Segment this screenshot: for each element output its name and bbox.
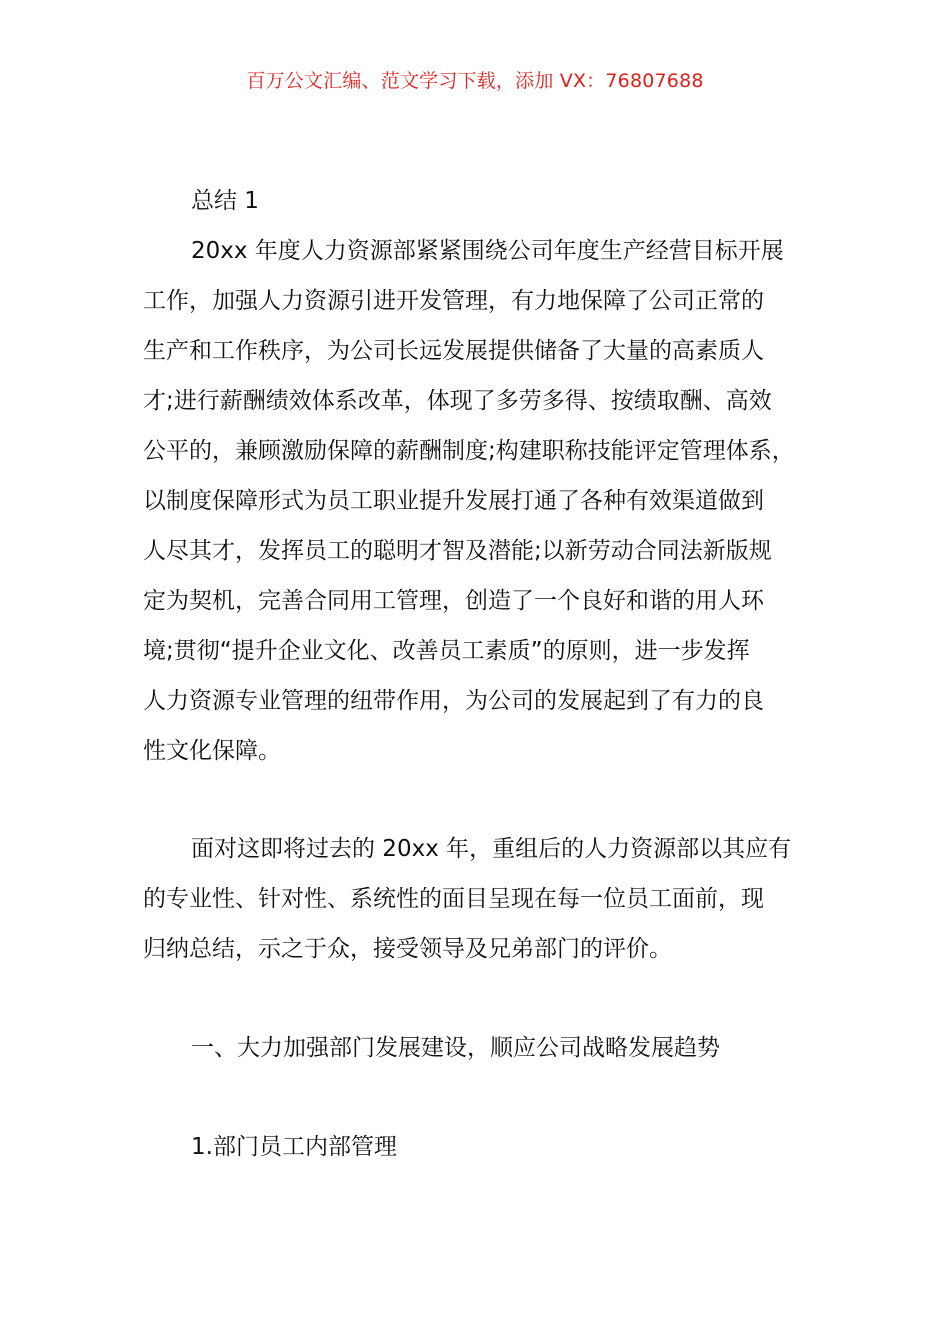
subsection-heading-block	[143, 1122, 843, 1172]
paragraph-1-line: 才;进行薪酬绩效体系改革，体现了多劳多得、按绩取酬、高效	[143, 388, 772, 414]
watermark-header: 百万公文汇编、范文学习下载，添加 VX：76807688	[246, 70, 704, 92]
paragraph-1-line: 人尽其才，发挥员工的聪明才智及潜能;以新劳动合同法新版规	[143, 538, 772, 564]
paragraph-2	[143, 824, 843, 974]
section-heading-block	[143, 1023, 843, 1073]
paragraph-1	[143, 226, 843, 776]
paragraph-1-line: 20xx 年度人力资源部紧紧围绕公司年度生产经营目标开展	[191, 238, 784, 264]
paragraph-1-line: 以制度保障形式为员工职业提升发展打通了各种有效渠道做到	[143, 488, 764, 514]
paragraph-2-line: 归纳总结，示之于众，接受领导及兄弟部门的评价。	[143, 936, 672, 962]
summary-title-block	[143, 176, 843, 226]
paragraph-1-line: 生产和工作秩序，为公司长远发展提供储备了大量的高素质人	[143, 338, 764, 364]
paragraph-2-line: 面对这即将过去的 20xx 年，重组后的人力资源部以其应有	[191, 836, 792, 862]
subsection-heading: 1.部门员工内部管理	[191, 1134, 397, 1160]
paragraph-1-line: 境;贯彻“提升企业文化、改善员工素质”的原则，进一步发挥	[143, 638, 750, 664]
summary-title: 总结 1	[191, 188, 259, 214]
paragraph-1-line: 定为契机，完善合同用工管理，创造了一个良好和谐的用人环	[143, 588, 764, 614]
paragraph-1-line: 工作，加强人力资源引进开发管理，有力地保障了公司正常的	[143, 288, 764, 314]
section-heading: 一、大力加强部门发展建设，顺应公司战略发展趋势	[191, 1035, 720, 1061]
paragraph-2-line: 的专业性、针对性、系统性的面目呈现在每一位员工面前，现	[143, 886, 764, 912]
paragraph-1-line: 人力资源专业管理的纽带作用，为公司的发展起到了有力的良	[143, 688, 764, 714]
paragraph-1-line: 性文化保障。	[143, 738, 281, 764]
paragraph-1-line: 公平的，兼顾激励保障的薪酬制度;构建职称技能评定管理体系，	[143, 438, 795, 464]
